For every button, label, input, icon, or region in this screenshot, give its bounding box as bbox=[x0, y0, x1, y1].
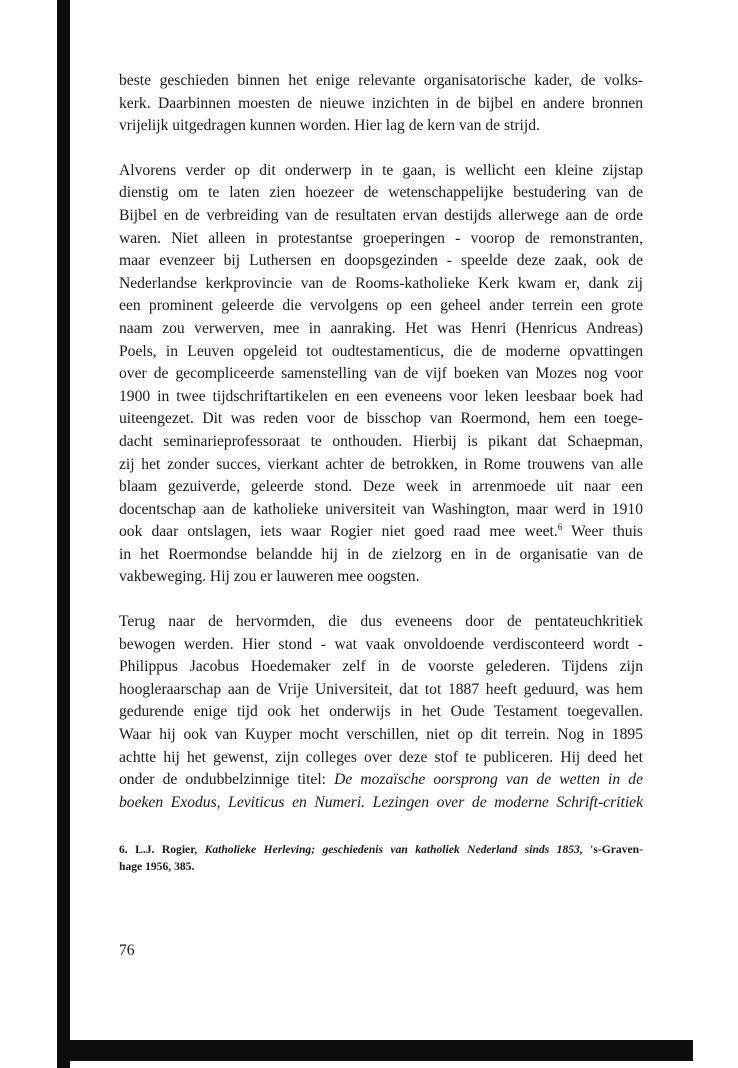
text-line: dienstig om te laten zien hoezeer de wetenschappelijke bestudering van de bbox=[119, 184, 643, 202]
text-line: docentschap aan de katholieke universiteit van Washington, maar werd in 1910 bbox=[119, 500, 643, 518]
text-line-with-italic-title bbox=[119, 769, 643, 792]
text-line: Terug naar de hervormden, die dus eveneens door de pentateuchkritiek bbox=[119, 613, 643, 631]
footnote-title: Katholieke Herleving; geschiedenis van katholiek Nederland sinds 1853, bbox=[204, 843, 583, 856]
text-line: 1900 in twee tijdschriftartikelen en een eveneens voor leken leesbaar boek had bbox=[119, 387, 643, 405]
body-text bbox=[119, 70, 643, 814]
book-title-italic: boeken Exodus, Leviticus en Numeri. Lezingen over de moderne Schrift-critiek bbox=[119, 793, 643, 811]
page-edge-left-bar bbox=[57, 0, 70, 1068]
text-line: kerk. Daarbinnen moesten de nieuwe inzichten in de bijbel en andere bronnen bbox=[119, 94, 643, 112]
text-line: maar evenzeer bij Luthersen en doopsgezinden - speelde deze zaak, ook de bbox=[119, 252, 643, 270]
book-title-italic: De mozaïsche oorsprong van de wetten in de bbox=[334, 771, 643, 789]
text-line: Waar hij ook van Kuyper mocht verschillen, niet op dit terrein. Nog in 1895 bbox=[119, 726, 643, 744]
text-line: hoogleraarschap aan de Vrije Universiteit, dat tot 1887 heeft geduurd, was hem bbox=[119, 680, 643, 698]
text-line: blaam gezuiverde, geleerde stond. Deze week in arrenmoede uit naar een bbox=[119, 478, 643, 496]
text-line: vakbeweging. Hij zou er lauweren mee oogsten. bbox=[119, 568, 420, 586]
text-line: beste geschieden binnen het enige relevante organisatorische kader, de volks- bbox=[119, 72, 643, 89]
text-line-italic bbox=[119, 792, 643, 815]
paragraph-1 bbox=[119, 70, 643, 138]
text-fragment: Weer thuis bbox=[562, 523, 643, 541]
text-line: Nederlandse kerkprovincie van de Rooms-katholieke Kerk kwam er, dank zij bbox=[119, 274, 643, 292]
text-line: bewogen werden. Hier stond - wat vaak onvoldoende verdisconteerd wordt - bbox=[119, 635, 643, 653]
text-line: in het Roermondse belandde hij in de zielzorg en in de organisatie van de bbox=[119, 545, 643, 563]
text-line: waren. Niet alleen in protestantse groeperingen - voorop de remonstranten, bbox=[119, 229, 643, 247]
text-line: Bijbel en de verbreiding van de resultaten ervan destijds allerwege aan de orde bbox=[119, 206, 643, 224]
text-line: vrijelijk uitgedragen kunnen worden. Hier lag de kern van de strijd. bbox=[119, 117, 540, 135]
text-line: Poels, in Leuven opgeleid tot oudtestamenticus, die de moderne opvattingen bbox=[119, 342, 643, 360]
page-number: 76 bbox=[119, 942, 135, 959]
footnote-line bbox=[119, 842, 643, 859]
paragraph-3 bbox=[119, 611, 643, 814]
paragraph-2 bbox=[119, 160, 643, 589]
footnote-line bbox=[119, 859, 643, 876]
footnote bbox=[119, 842, 643, 875]
text-fragment: ook daar ontslagen, iets waar Rogier niet goed raad mee weet. bbox=[119, 523, 558, 541]
text-line-with-footnote-ref bbox=[119, 521, 643, 544]
footnote-publication: hage 1956, 385. bbox=[119, 859, 195, 873]
page-edge-bottom-bar bbox=[57, 1040, 693, 1061]
footnote-place: 's-Graven- bbox=[582, 843, 643, 856]
text-line: een prominent geleerde die vervolgens op een geheel ander terrein een grote bbox=[119, 297, 643, 315]
text-line: naam zou verwerven, mee in aanraking. Het was Henri (Henricus Andreas) bbox=[119, 319, 643, 337]
footnote-reference: 6 bbox=[557, 522, 563, 533]
text-line: Alvorens verder op dit onderwerp in te gaan, is wellicht een kleine zijstap bbox=[119, 161, 643, 179]
text-line: achtte hij het gewenst, zijn colleges over deze stof te publiceren. Hij deed het bbox=[119, 748, 643, 766]
text-fragment: onder de ondubbelzinnige titel: bbox=[119, 771, 335, 789]
text-line: Philippus Jacobus Hoedemaker zelf in de voorste gelederen. Tijdens zijn bbox=[119, 658, 643, 676]
text-line: gedurende enige tijd ook het onderwijs in het Oude Testament toegevallen. bbox=[119, 703, 643, 721]
text-line: dacht seminarieprofessoraat te onthouden. Hierbij is pikant dat Schaepman, bbox=[119, 432, 643, 450]
text-line: zij het zonder succes, vierkant achter de betrokken, in Rome trouwens van alle bbox=[119, 455, 643, 473]
footnote-author: L.J. Rogier, bbox=[127, 843, 205, 856]
text-line: over de gecompliceerde samenstelling van de vijf boeken van Mozes nog voor bbox=[119, 365, 643, 383]
footnote-number: 6. bbox=[119, 843, 128, 856]
text-line: uiteengezet. Dit was reden voor de bisschop van Roermond, hem een toege- bbox=[119, 410, 643, 428]
